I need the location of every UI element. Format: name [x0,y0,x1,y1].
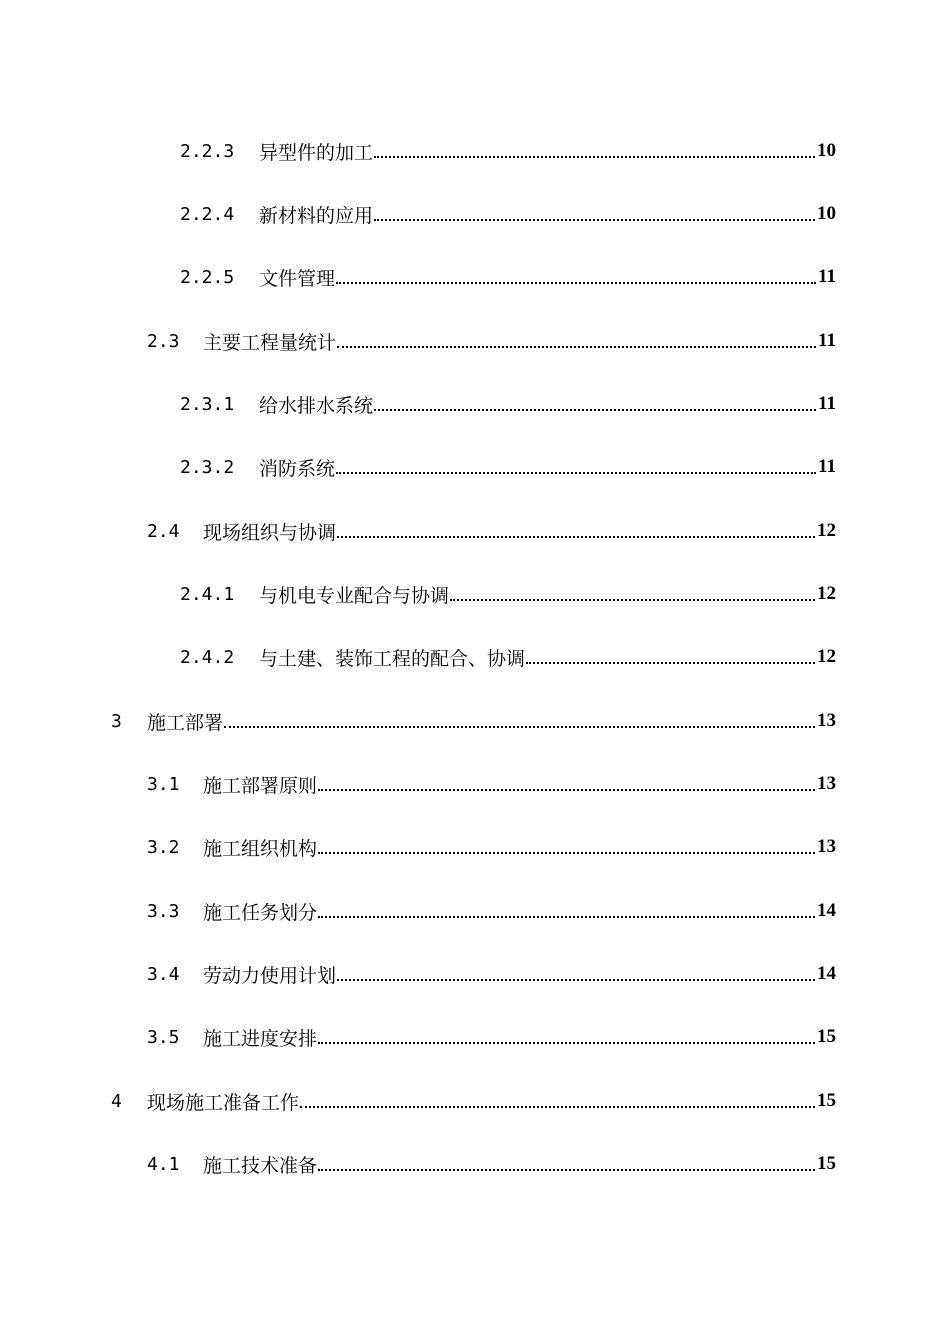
toc-entry-number: 3.3 [147,900,180,922]
toc-entry-page: 10 [817,203,836,224]
toc-entry[interactable] [147,896,836,926]
toc-entry-number: 3 [111,710,122,732]
toc-entry[interactable] [180,389,836,419]
toc-entry-number: 2.2.4 [180,203,235,225]
toc-dot-leader [336,959,817,989]
toc-dot-leader [317,1022,817,1052]
toc-dot-leader [336,516,817,546]
toc-entry[interactable] [180,262,836,292]
toc-entry-title: 施工部署 [147,711,224,734]
toc-entry-number: 3.1 [147,773,180,795]
toc-entry-title: 施工任务划分 [203,901,318,924]
toc-entry-title: 与机电专业配合与协调 [259,584,450,607]
toc-dot-leader [223,706,817,736]
toc-entry-page: 15 [817,1090,836,1111]
toc-entry-page: 12 [817,646,836,667]
toc-entry[interactable] [147,516,836,546]
toc-dot-leader [317,1149,817,1179]
toc-entry-number: 4.1 [147,1153,180,1175]
toc-entry-page: 13 [817,836,836,857]
toc-dot-leader [317,896,817,926]
toc-entry-title: 施工技术准备 [203,1154,318,1177]
toc-entry[interactable] [147,769,836,799]
toc-entry[interactable] [147,1149,836,1179]
toc-entry[interactable] [180,136,836,166]
toc-entry-number: 3.5 [147,1026,180,1048]
toc-entry-page: 10 [817,140,836,161]
toc-entry-page: 11 [818,266,836,287]
toc-dot-leader [317,832,817,862]
toc-entry-number: 2.4.1 [180,583,235,605]
toc-entry-page: 12 [817,583,836,604]
toc-entry-title: 施工进度安排 [203,1027,318,1050]
toc-entry[interactable] [147,1022,836,1052]
toc-entry-number: 3.2 [147,836,180,858]
toc-entry-number: 2.2.5 [180,266,235,288]
toc-entry-page: 13 [817,773,836,794]
toc-entry-title: 施工部署原则 [203,774,318,797]
toc-entry-number: 2.3.2 [180,456,235,478]
toc-entry-title: 施工组织机构 [203,837,318,860]
toc-dot-leader [317,769,817,799]
toc-entry-page: 15 [817,1153,836,1174]
toc-entry-number: 2.3 [147,330,180,352]
toc-entry[interactable] [147,326,836,356]
toc-entry-page: 12 [817,520,836,541]
toc-entry[interactable] [180,579,836,609]
toc-entry[interactable] [111,1086,836,1116]
toc-entry-title: 主要工程量统计 [203,331,337,354]
toc-entry-number: 2.4 [147,520,180,542]
toc-dot-leader [373,389,818,419]
toc-entry-title: 现场施工准备工作 [147,1091,300,1114]
toc-entry[interactable] [147,959,836,989]
toc-dot-leader [373,136,817,166]
toc-dot-leader [299,1086,817,1116]
toc-entry-title: 现场组织与协调 [203,521,337,544]
toc-entry-page: 13 [817,710,836,731]
toc-entry-title: 给水排水系统 [259,394,374,417]
toc-entry[interactable] [180,642,836,672]
toc-entry-page: 11 [818,456,836,477]
toc-entry[interactable] [111,706,836,736]
toc-entry[interactable] [180,452,836,482]
toc-entry-title: 异型件的加工 [259,141,374,164]
toc-entry-page: 14 [817,963,836,984]
toc-dot-leader [373,199,817,229]
toc-entry[interactable] [180,199,836,229]
toc-entry-number: 2.2.3 [180,140,235,162]
toc-entry-page: 11 [818,330,836,351]
toc-entry-title: 劳动力使用计划 [203,964,337,987]
toc-entry-number: 2.3.1 [180,393,235,415]
toc-dot-leader [449,579,817,609]
toc-dot-leader [525,642,817,672]
toc-entry-title: 新材料的应用 [259,204,374,227]
toc-entry-page: 11 [818,393,836,414]
toc-entry-number: 3.4 [147,963,180,985]
toc-entry[interactable] [147,832,836,862]
toc-entry-page: 15 [817,1026,836,1047]
toc-entry-title: 与土建、装饰工程的配合、协调 [259,647,526,670]
toc-entry-number: 2.4.2 [180,646,235,668]
toc-entry-title: 文件管理 [259,267,336,290]
toc-entry-number: 4 [111,1090,122,1112]
toc-dot-leader [336,326,818,356]
toc-entry-title: 消防系统 [259,457,336,480]
toc-entry-page: 14 [817,900,836,921]
toc-dot-leader [335,452,818,482]
toc-dot-leader [335,262,818,292]
